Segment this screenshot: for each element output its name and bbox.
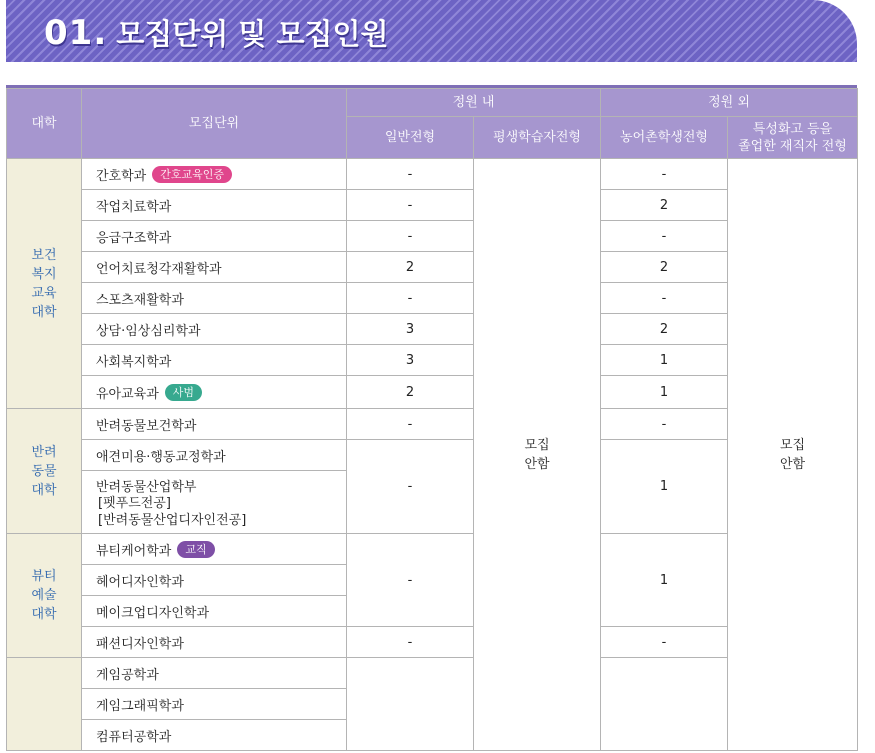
dept-cell: [82, 345, 347, 376]
dept-name: 스포츠재활학과: [96, 292, 184, 308]
dept-name: 뷰티케어학과: [96, 543, 172, 559]
dept-name: 게임그래픽학과: [96, 698, 184, 714]
college-health-line: 복지: [31, 266, 57, 282]
header-quota-out: 정원 외: [601, 89, 858, 117]
dept-cell: [82, 376, 347, 409]
college-health-line: 보건: [31, 247, 57, 263]
section-title: [44, 12, 389, 53]
dept-cell: [82, 689, 347, 720]
dept-cell: [82, 440, 347, 471]
teaching-course-badge: 교직: [177, 541, 214, 558]
college-beauty-line: 예술: [31, 588, 57, 603]
rural-value: 2: [601, 190, 728, 221]
college-beauty-line: 뷰티: [31, 569, 57, 584]
major-name: [펫푸드전공]: [98, 495, 171, 511]
dept-name: 컴퓨터공학과: [96, 729, 172, 745]
dept-cell: [82, 627, 347, 658]
rural-value: 1: [601, 345, 728, 376]
not-recruiting-line2: 안함: [524, 456, 550, 472]
rural-value: 2: [601, 314, 728, 345]
general-value: -: [347, 159, 474, 190]
general-value: -: [347, 440, 474, 534]
table-row: [7, 159, 858, 190]
dept-name: 사회복지학과: [96, 354, 172, 370]
nursing-accreditation-badge: 간호교육인증: [152, 166, 232, 183]
college-health-line: 대학: [31, 304, 57, 320]
dept-name: 작업치료학과: [96, 199, 172, 215]
header-special-line1: 특성화고 등을: [752, 121, 833, 137]
not-recruiting-line2: 안함: [779, 456, 806, 472]
dept-cell: [82, 720, 347, 751]
college-health: [7, 159, 82, 409]
section-title-text: 모집단위 및 모집인원: [116, 17, 389, 51]
general-value: -: [347, 409, 474, 440]
college-health-line: 교육: [31, 285, 57, 301]
header-general: 일반전형: [347, 117, 474, 159]
rural-value: 2: [601, 252, 728, 283]
rural-value: -: [601, 283, 728, 314]
general-value: 3: [347, 345, 474, 376]
dept-cell: [82, 283, 347, 314]
general-value: 2: [347, 376, 474, 409]
header-college: 대학: [7, 89, 82, 159]
rural-value: -: [601, 627, 728, 658]
college-pet: [7, 409, 82, 534]
dept-cell: [82, 658, 347, 689]
header-unit: 모집단위: [82, 89, 347, 159]
general-value: -: [347, 283, 474, 314]
rural-value: -: [601, 409, 728, 440]
general-value: -: [347, 221, 474, 252]
dept-name: 상담·임상심리학과: [96, 323, 201, 339]
general-value: -: [347, 534, 474, 627]
teacher-training-badge: 사범: [165, 384, 202, 401]
dept-cell: [82, 471, 347, 534]
college-pet-line: 동물: [31, 463, 57, 479]
dept-cell: [82, 221, 347, 252]
general-value: -: [347, 190, 474, 221]
dept-name: 헤어디자인학과: [96, 574, 184, 590]
dept-name: 반려동물보건학과: [96, 418, 197, 434]
dept-cell: [82, 314, 347, 345]
header-special: [728, 117, 858, 159]
major-name: [반려동물산업디자인전공]: [98, 512, 247, 528]
header-quota-in: 정원 내: [347, 89, 601, 117]
not-recruiting-line1: 모집: [779, 437, 806, 453]
dept-name: 패션디자인학과: [96, 636, 184, 652]
dept-name: 반려동물산업학부: [96, 479, 197, 495]
dept-cell: [82, 409, 347, 440]
header-special-line2: 졸업한 재직자 전형: [738, 138, 847, 154]
recruitment-table: [6, 88, 858, 751]
dept-name: 애견미용·행동교정학과: [96, 449, 226, 465]
dept-cell: [82, 534, 347, 565]
section-number: 01: [44, 13, 94, 53]
rural-value: -: [601, 159, 728, 190]
college-beauty: [7, 534, 82, 658]
dept-cell: [82, 190, 347, 221]
college-games: [7, 658, 82, 751]
college-beauty-line: 대학: [31, 607, 57, 622]
rural-value-empty: [601, 658, 728, 751]
dept-cell: [82, 596, 347, 627]
dept-name: 게임공학과: [96, 667, 159, 683]
rural-value: 1: [601, 376, 728, 409]
section-banner: [6, 0, 857, 62]
section-number-dot: .: [93, 13, 107, 53]
not-recruiting-line1: 모집: [524, 437, 550, 453]
dept-cell: [82, 159, 347, 190]
general-value: 2: [347, 252, 474, 283]
dept-name: 간호학과: [96, 168, 147, 184]
dept-name: 메이크업디자인학과: [96, 605, 210, 621]
general-value: -: [347, 627, 474, 658]
general-value-empty: [347, 658, 474, 751]
dept-name: 응급구조학과: [96, 230, 172, 246]
college-pet-line: 반려: [31, 444, 57, 460]
rural-value: -: [601, 221, 728, 252]
dept-cell: [82, 565, 347, 596]
rural-value: 1: [601, 534, 728, 627]
general-value: 3: [347, 314, 474, 345]
header-lifelong: 평생학습자전형: [474, 117, 601, 159]
dept-cell: [82, 252, 347, 283]
dept-name: 유아교육과: [96, 386, 159, 402]
dept-name: 언어치료청각재활학과: [96, 261, 222, 277]
special-merged: [728, 159, 858, 751]
college-pet-line: 대학: [31, 482, 57, 498]
rural-value: 1: [601, 440, 728, 534]
lifelong-merged: [474, 159, 601, 751]
header-rural: 농어촌학생전형: [601, 117, 728, 159]
